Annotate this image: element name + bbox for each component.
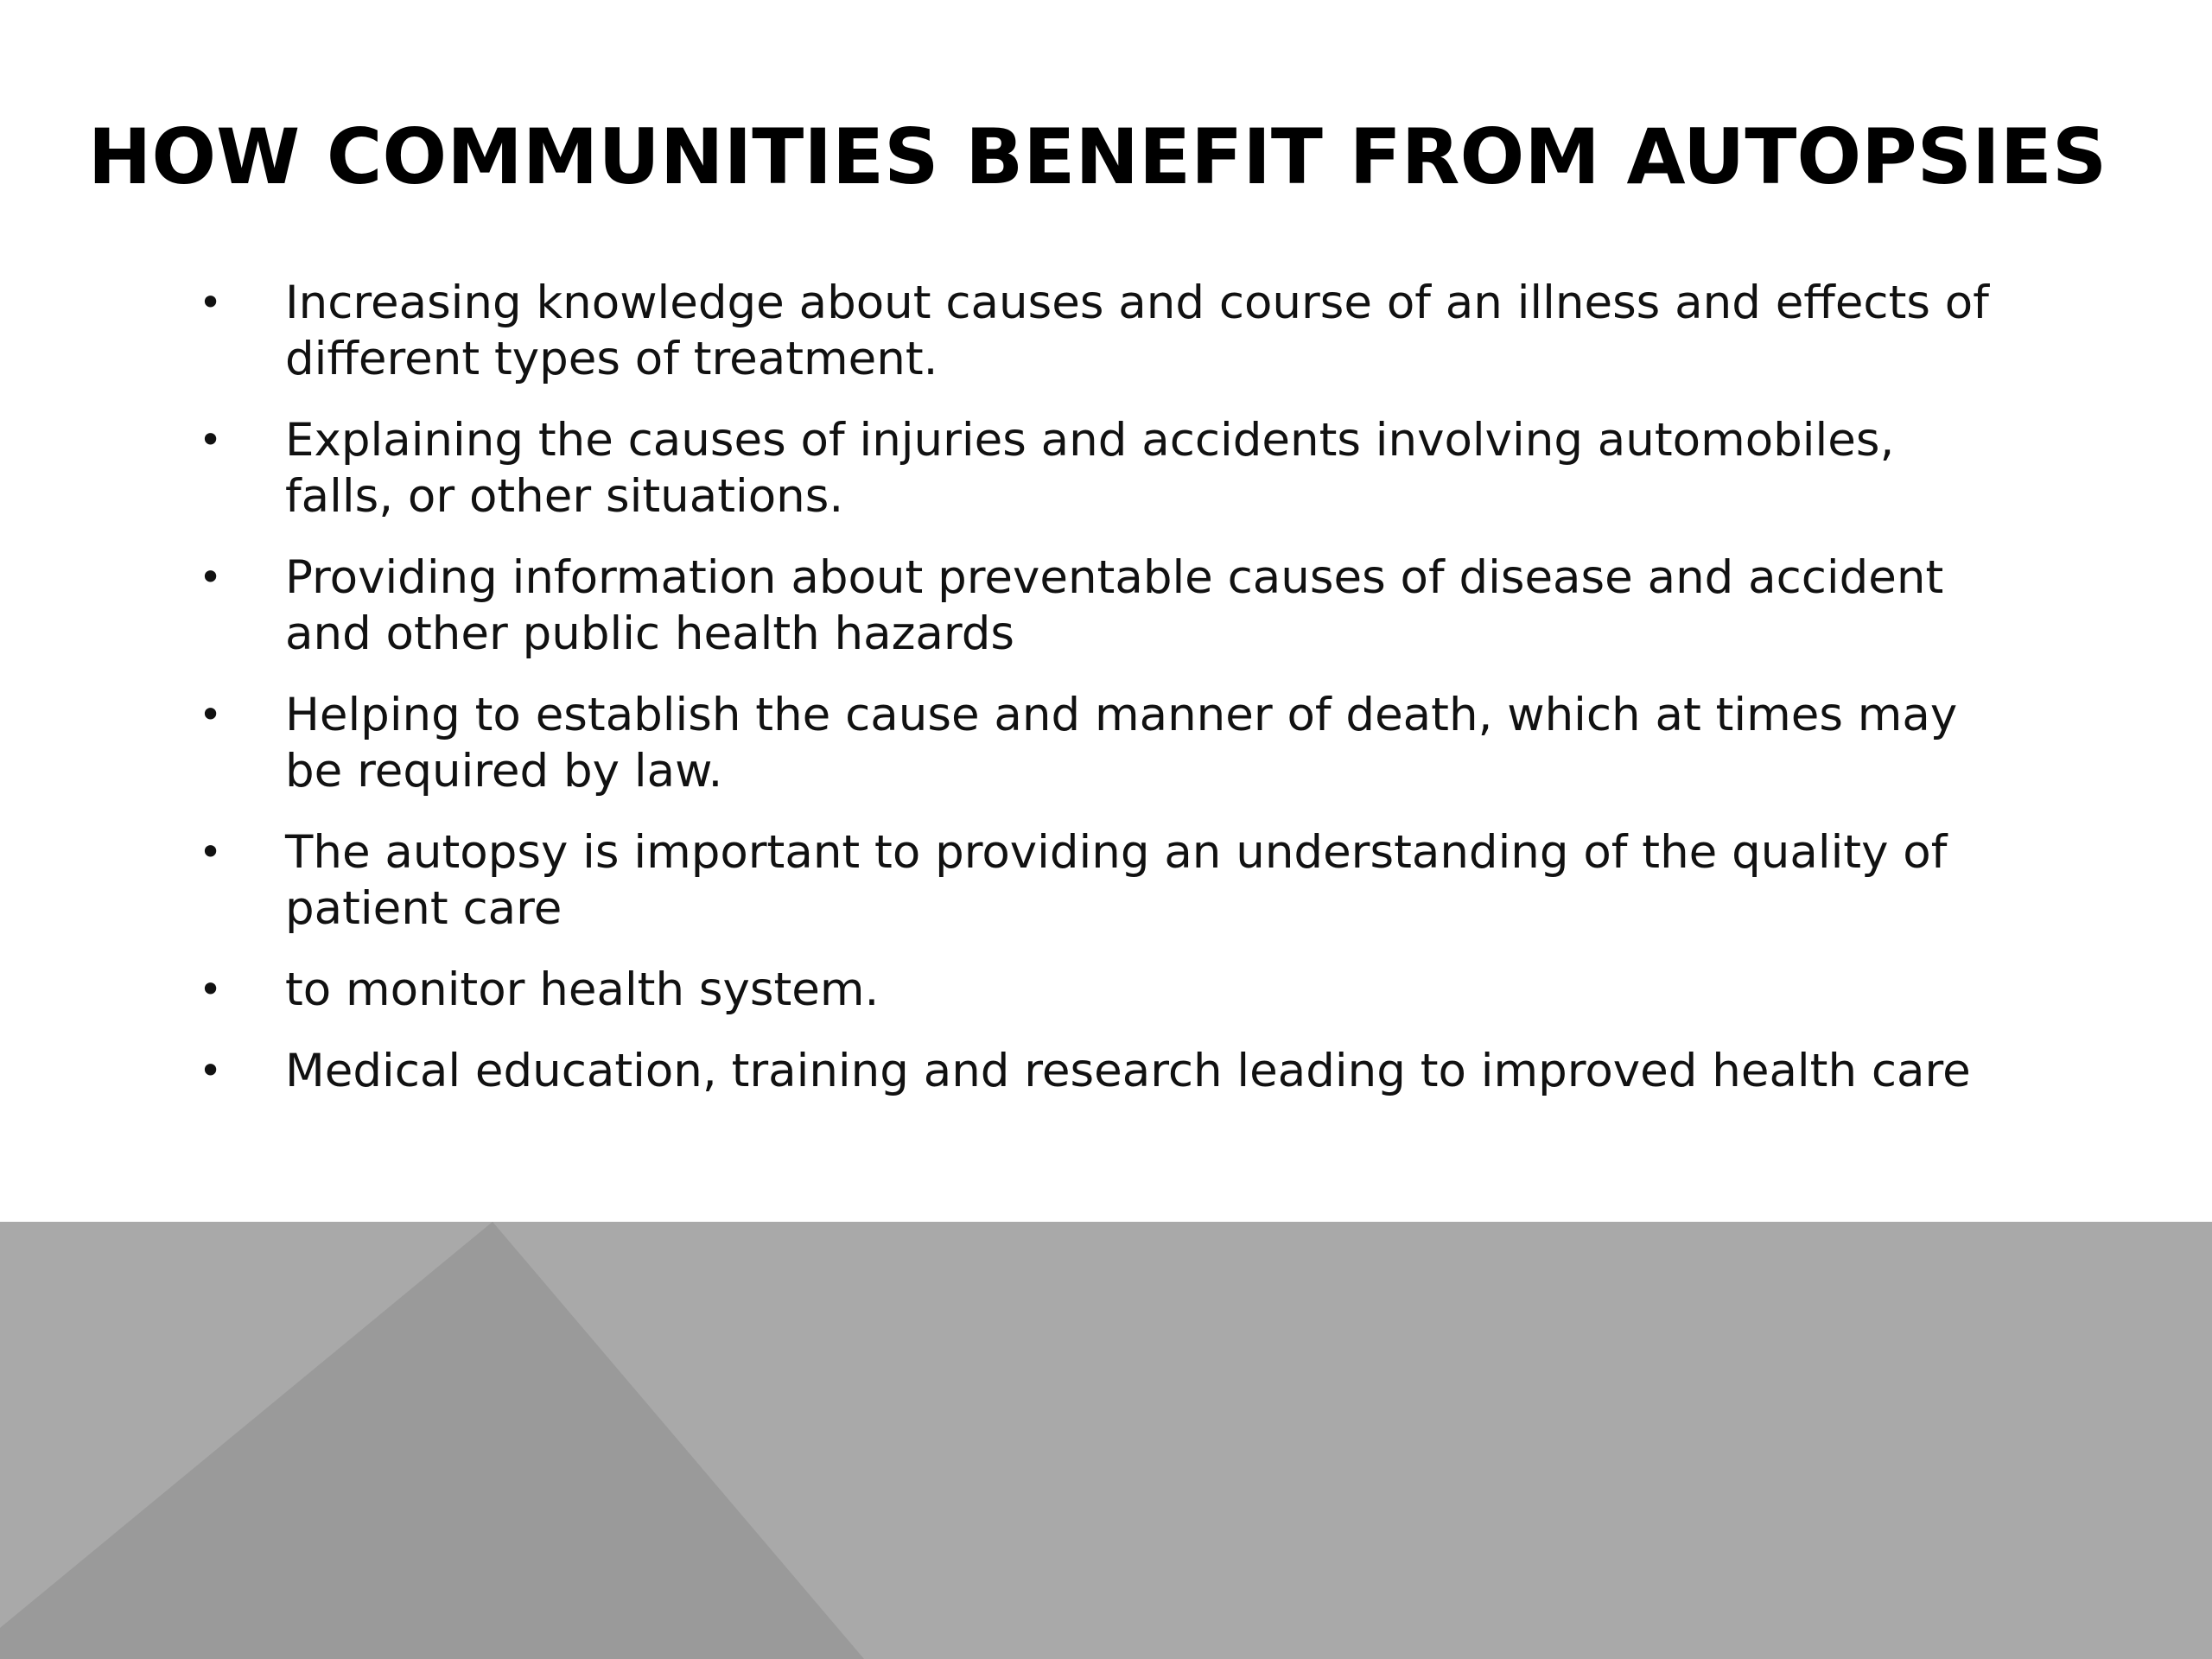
bullet-text: to monitor health system. <box>285 963 880 1016</box>
bullet-icon: • <box>199 554 223 601</box>
bullet-icon: • <box>199 1047 223 1094</box>
bullet-text: The autopsy is important to providing an understanding of the quality of patient care <box>285 826 1948 935</box>
bullet-icon: • <box>199 829 223 875</box>
list-item <box>199 1043 1996 1099</box>
list-item <box>199 962 1996 1018</box>
bullet-icon: • <box>199 691 223 738</box>
slide-title: HOW COMMUNITIES BENEFIT FROM AUTOPSIES <box>87 112 2107 201</box>
bullet-list <box>199 275 1996 1124</box>
bullet-text: Explaining the causes of injuries and accidents involving automobiles, falls, or other situations. <box>285 414 1895 523</box>
list-item <box>199 412 1996 524</box>
footer-triangle-decoration <box>0 1222 2212 1659</box>
list-item <box>199 687 1996 799</box>
bullet-text: Providing information about preventable causes of disease and accident and other public health hazards <box>285 551 1944 660</box>
bullet-text: Medical education, training and research leading to improved health care <box>285 1045 1971 1097</box>
bullet-icon: • <box>199 966 223 1013</box>
footer-decoration-band <box>0 1222 2212 1659</box>
bullet-text: Increasing knowledge about causes and course of an illness and effects of different types of treatment. <box>285 276 1989 385</box>
bullet-icon: • <box>199 279 223 326</box>
list-item <box>199 550 1996 662</box>
bullet-icon: • <box>199 416 223 463</box>
bullet-text: Helping to establish the cause and manner of death, which at times may be required by law. <box>285 689 1958 798</box>
list-item <box>199 275 1996 387</box>
list-item <box>199 824 1996 937</box>
